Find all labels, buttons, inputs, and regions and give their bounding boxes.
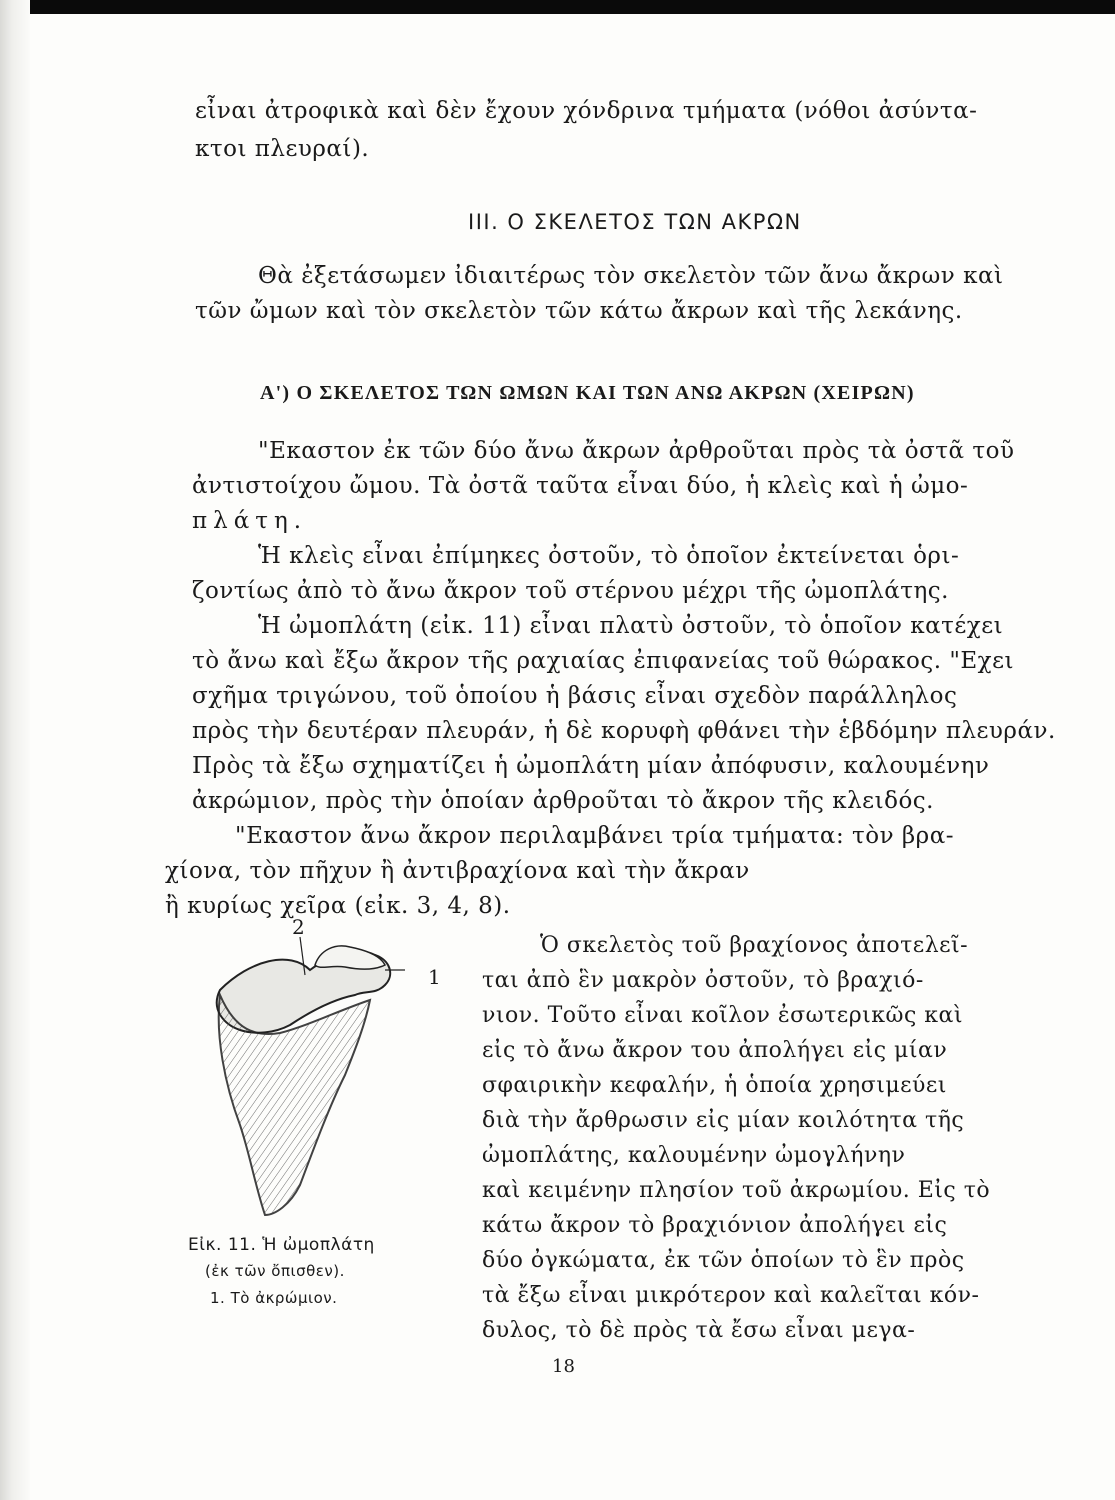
section-intro-line-2: τῶν ὤμων καὶ τὸν σκελετὸν τῶν κάτω ἄκρων καὶ τῆς λεκάνης. (195, 298, 963, 324)
scan-top-border (0, 0, 1115, 14)
right-line-12: δυλος, τὸ δὲ πρὸς τὰ ἔσω εἶναι μεγα- (482, 1318, 916, 1343)
main-line-7: τὸ ἄνω καὶ ἔξω ἄκρον τῆς ραχιαίας ἐπιφανείας τοῦ θώρακος. "Εχει (192, 648, 1015, 674)
main-line-9: πρὸς τὴν δευτέραν πλευράν, ἡ δὲ κορυφὴ φθάνει τὴν ἑβδόμην πλευράν. (192, 718, 1056, 744)
right-line-8: καὶ κειμένην πλησίον τοῦ ἀκρωμίου. Εἰς τὸ (482, 1178, 991, 1203)
main-line-5: ζοντίως ἀπὸ τὸ ἄνω ἄκρον τοῦ στέρνου μέχρι τῆς ὠμοπλάτης. (192, 578, 949, 604)
main-line-8: σχῆμα τριγώνου, τοῦ ὁποίου ἡ βάσις εἶναι σχεδὸν παράλληλος (192, 683, 958, 709)
main-line-2: ἀντιστοίχου ὤμου. Τὰ ὀστᾶ ταῦτα εἶναι δύο, ἡ κλεὶς καὶ ἡ ὠμο- (192, 473, 969, 499)
section-heading: ΙΙΙ. Ο ΣΚΕΛΕΤΟΣ ΤΩΝ ΑΚΡΩΝ (468, 210, 802, 234)
page-binding-shadow (0, 0, 30, 1500)
right-line-5: σφαιρικὴν κεφαλήν, ἡ ὁποία χρησιμεύει (482, 1073, 947, 1098)
scapula-illustration (180, 915, 450, 1235)
figure-caption-line-2: (ἐκ τῶν ὄπισθεν). (205, 1262, 345, 1280)
right-line-2: ται ἀπὸ ἓν μακρὸν ὀστοῦν, τὸ βραχιό- (482, 968, 924, 993)
main-line-11: ἀκρώμιον, πρὸς τὴν ὁποίαν ἀρθροῦται τὸ ἄκρον τῆς κλειδός. (192, 788, 934, 814)
right-line-6: διὰ τὴν ἄρθρωσιν εἰς μίαν κοιλότητα τῆς (482, 1108, 965, 1133)
right-line-10: δύο ὀγκώματα, ἐκ τῶν ὁποίων τὸ ἓν πρὸς (482, 1248, 965, 1273)
section-intro-line-1: Θὰ ἐξετάσωμεν ἰδιαιτέρως τὸν σκελετὸν τῶν ἄνω ἄκρων καὶ (258, 263, 1004, 289)
main-line-4: Ἡ κλεὶς εἶναι ἐπίμηκες ὀστοῦν, τὸ ὁποῖον ἐκτείνεται ὁρι- (258, 543, 960, 569)
main-line-10: Πρὸς τὰ ἔξω σχηματίζει ἡ ὠμοπλάτη μίαν ἀπόφυσιν, καλουμένην (192, 753, 990, 779)
figure-label-2: 2 (292, 915, 305, 939)
right-line-11: τὰ ἔξω εἶναι μικρότερον καὶ καλεῖται κόν- (482, 1283, 980, 1308)
right-line-7: ὠμοπλάτης, καλουμένην ὠμογλήνην (482, 1143, 906, 1168)
right-line-3: νιον. Τοῦτο εἶναι κοῖλον ἐσωτερικῶς καὶ (482, 1003, 963, 1028)
main-line-6: Ἡ ὠμοπλάτη (εἰκ. 11) εἶναι πλατὺ ὀστοῦν, τὸ ὁποῖον κατέχει (258, 613, 1004, 639)
intro-line-1: εἶναι ἀτροφικὰ καὶ δὲν ἔχουν χόνδρινα τμήματα (νόθοι ἀσύντα- (195, 98, 978, 124)
right-line-1: Ὁ σκελετὸς τοῦ βραχίονος ἀποτελεῖ- (540, 933, 969, 958)
figure-caption-line-3: 1. Τὸ ἀκρώμιον. (210, 1289, 338, 1307)
intro-line-2: κτοι πλευραί). (195, 136, 370, 162)
main-line-3: πλάτη. (192, 508, 308, 534)
figure-caption-line-1: Εἰκ. 11. Ἡ ὠμοπλάτη (188, 1235, 375, 1255)
right-line-4: εἰς τὸ ἄνω ἄκρον του ἀπολήγει εἰς μίαν (482, 1038, 948, 1063)
page-number: 18 (552, 1356, 575, 1377)
main-line-13: χίονα, τὸν πῆχυν ἢ ἀντιβραχίονα καὶ τὴν ἄκραν (165, 858, 750, 884)
right-line-9: κάτω ἄκρον τὸ βραχιόνιον ἀπολήγει εἰς (482, 1213, 948, 1238)
subheading: Α') Ο ΣΚΕΛΕΤΟΣ ΤΩΝ ΩΜΩΝ ΚΑΙ ΤΩΝ ΑΝΩ ΑΚΡΩΝ (ΧΕΙΡΩΝ) (260, 382, 915, 404)
main-line-14: ἢ κυρίως χεῖρα (εἰκ. 3, 4, 8). (165, 893, 511, 919)
figure-label-1: 1 (428, 965, 441, 989)
main-line-12: "Εκαστον ἄνω ἄκρον περιλαμβάνει τρία τμήματα: τὸν βρα- (235, 823, 955, 849)
scapula-figure (180, 915, 450, 1235)
main-line-1: "Εκαστον ἐκ τῶν δύο ἄνω ἄκρων ἀρθροῦται πρὸς τὰ ὀστᾶ τοῦ (258, 438, 1015, 464)
